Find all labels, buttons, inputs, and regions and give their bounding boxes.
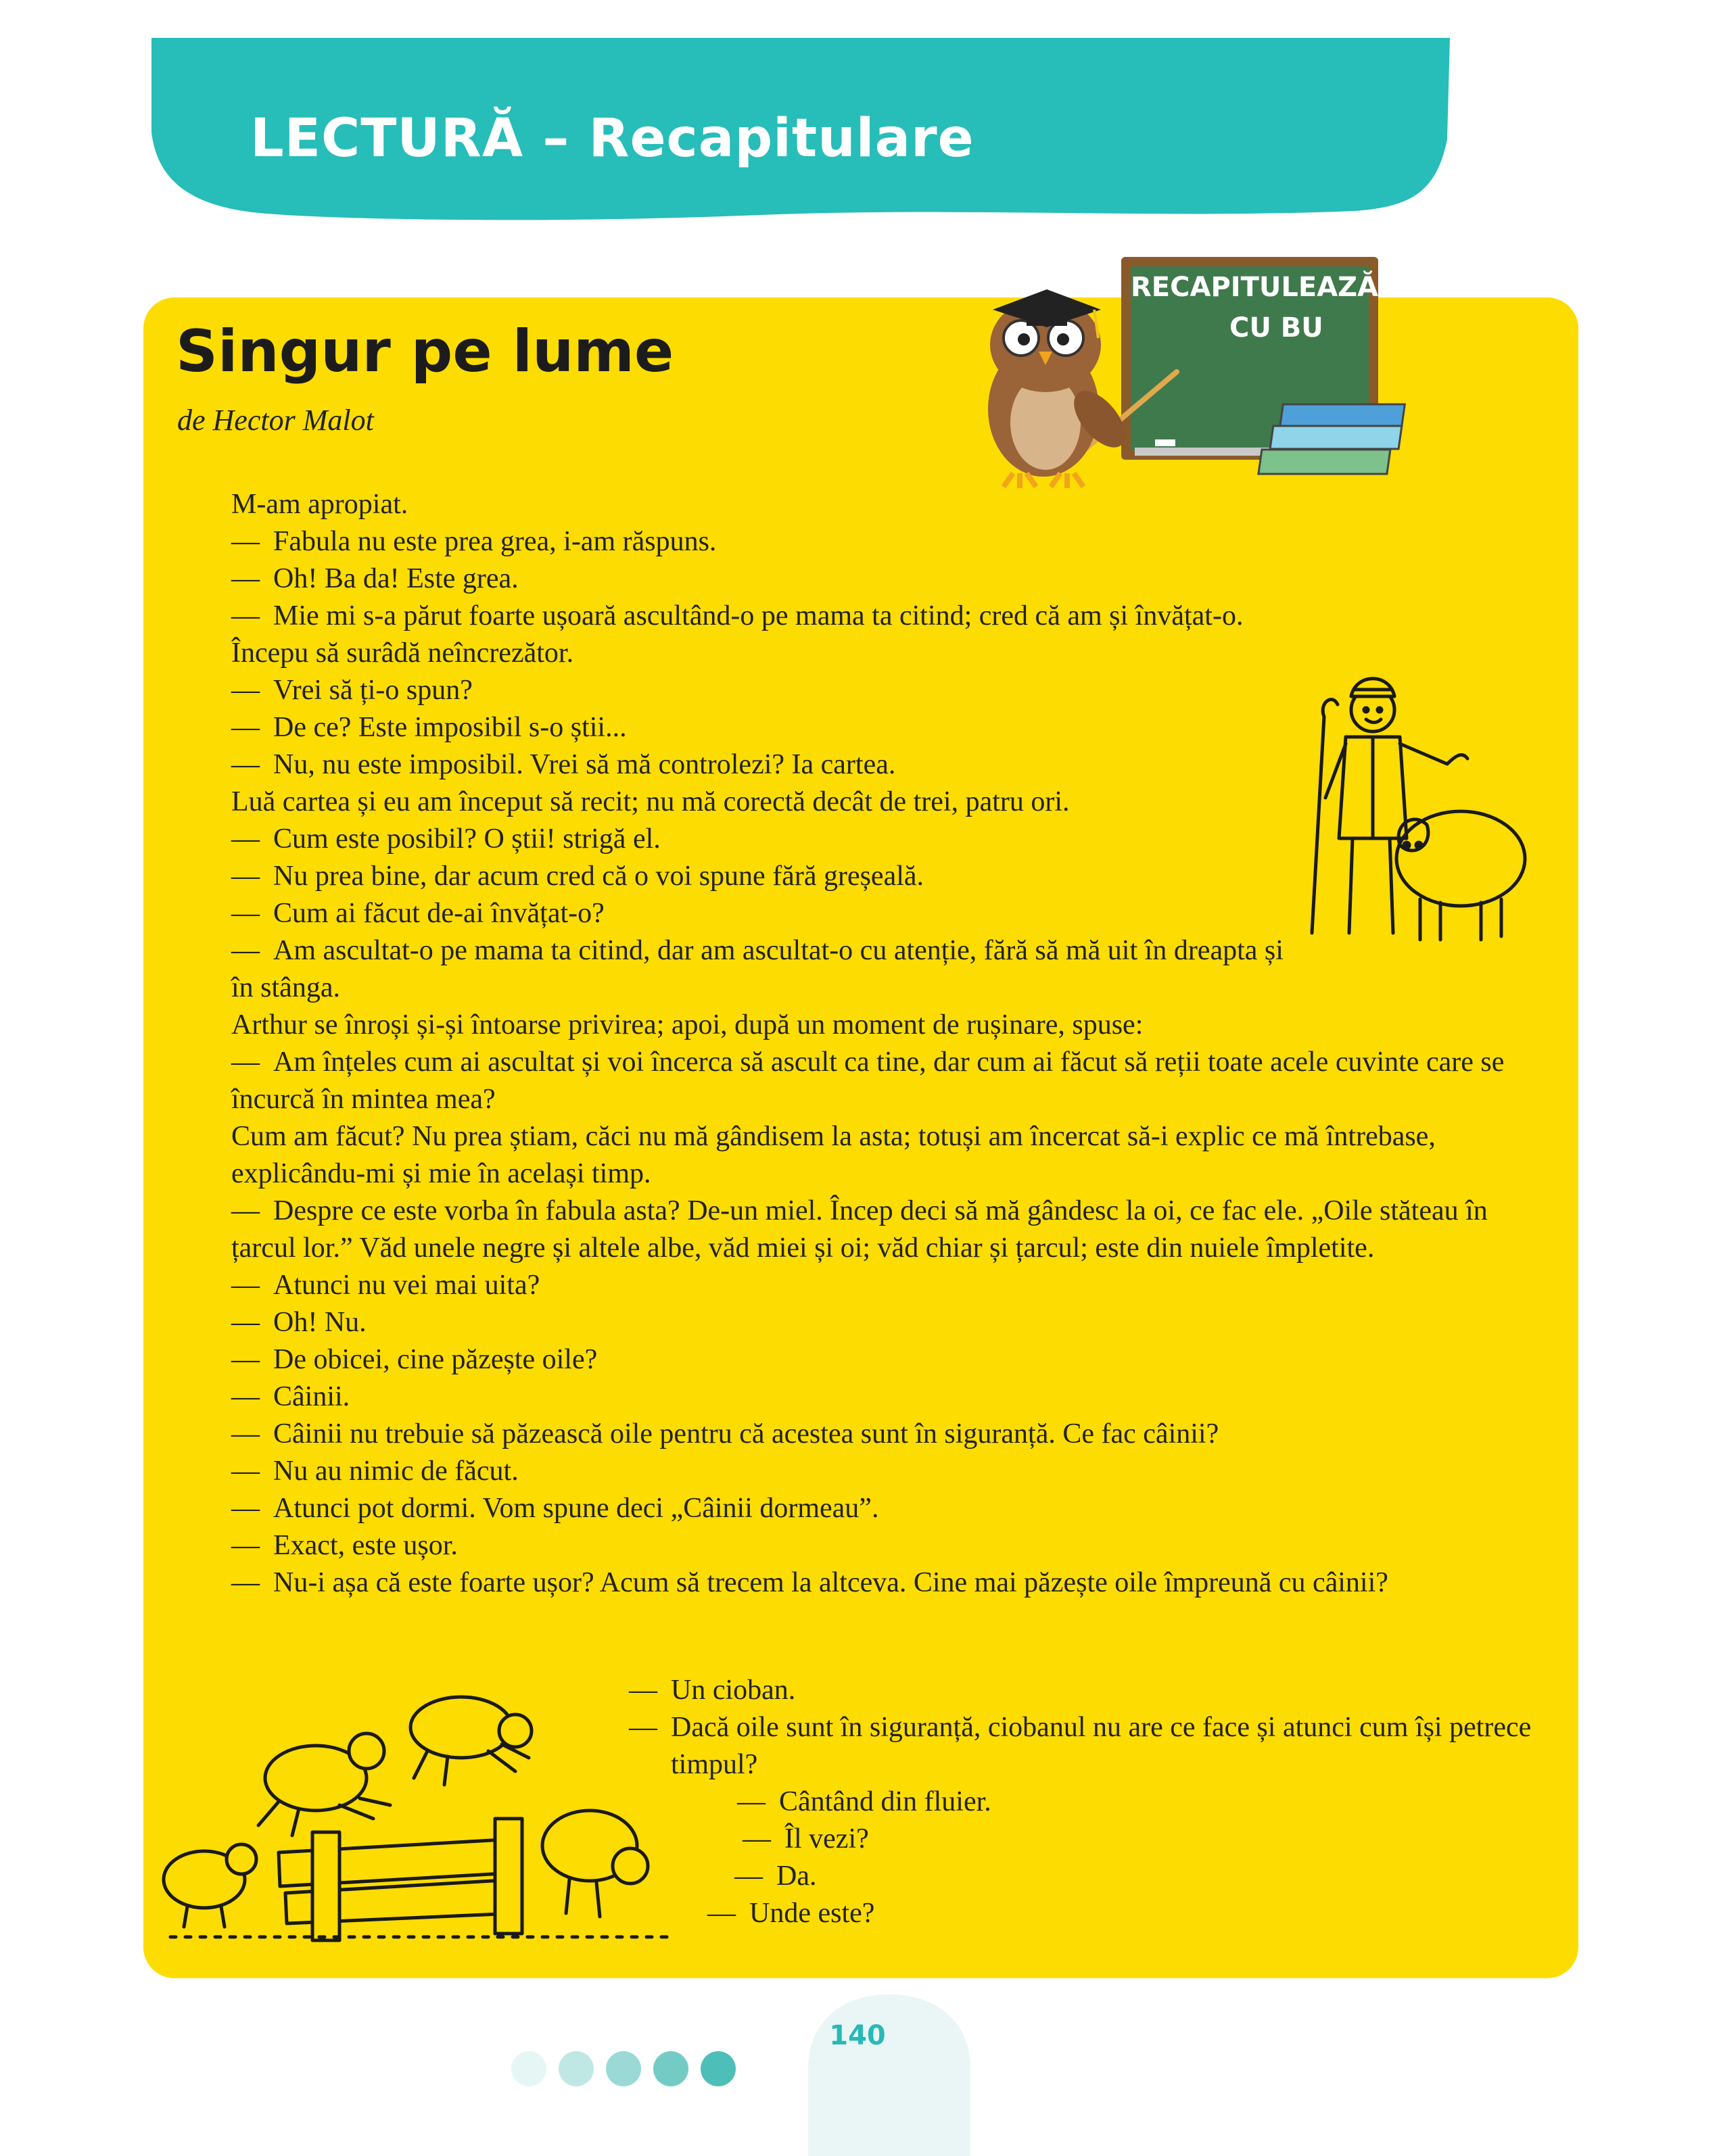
dialogue-line: — Oh! Nu. xyxy=(231,1307,367,1338)
dialogue-line: — Câinii. xyxy=(231,1381,350,1412)
paragraph: M-am apropiat. xyxy=(231,489,408,520)
dialogue-line: — Îl vezi? xyxy=(743,1823,869,1854)
sheep-icon xyxy=(410,1697,532,1785)
paragraph: Începu să surâdă neîncrezător. xyxy=(231,638,574,669)
sheep-fence-illustration xyxy=(157,1683,684,1947)
dialogue-line: — Mie mi s-a părut foarte ușoară ascultând-o pe mama ta citind; cred că am și învățat-o. xyxy=(231,600,1244,631)
dialogue-line: — Am ascultat-o pe mama ta citind, dar am ascultat-o cu atenție, fără să mă uit în dreapta și în stânga. xyxy=(231,935,1284,1003)
dialogue-line: — Exact, este ușor. xyxy=(231,1530,458,1561)
dialogue-line: — Nu, nu este imposibil. Vrei să mă controlezi? Ia cartea. xyxy=(231,749,896,780)
fence-icon xyxy=(279,1819,522,1940)
page-dots xyxy=(509,2049,752,2089)
dialogue-line: — De obicei, cine păzește oile? xyxy=(231,1344,598,1375)
story-body xyxy=(177,486,1557,1602)
dialogue-line: — Cântând din fluier. xyxy=(737,1786,991,1817)
dialogue-line: — Vrei să ți-o spun? xyxy=(231,675,473,706)
board-title-line2: CU BU xyxy=(1229,312,1323,343)
paragraph: Arthur se înroși și-și întoarse privirea; apoi, după un moment de rușinare, spuse: xyxy=(231,1009,1144,1040)
page-number: 140 xyxy=(829,2020,886,2051)
dialogue-line: — Atunci pot dormi. Vom spune deci „Câinii dormeau”. xyxy=(231,1493,879,1524)
board-title-line1: RECAPITULEAZĂ xyxy=(1131,272,1379,303)
dialogue-line: — Nu au nimic de făcut. xyxy=(231,1456,519,1487)
shepherd-icon xyxy=(1271,663,1542,960)
dialogue-line: — Fabula nu este prea grea, i-am răspuns. xyxy=(231,526,717,557)
dialogue-line: — Câinii nu trebuie să păzească oile pentru că acestea sunt în siguranță. Ce fac câinii? xyxy=(231,1418,1219,1450)
dialogue-line: — Dacă oile sunt în siguranță, ciobanul nu are ce face și atunci cum își petrece timpul? xyxy=(629,1712,1532,1780)
story-author: de Hector Malot xyxy=(177,404,374,437)
dialogue-line: — Despre ce este vorba în fabula asta? De-un miel. Încep deci să mă gândesc la oi, ce fac ele. „Oile stăteau în țarcul lor.” Văd unele negre și altele albe, văd miei și oi; văd chiar și țarcul; este din nuiele împletite. xyxy=(231,1195,1488,1264)
dialogue-line: — De ce? Este imposibil s-o știi... xyxy=(231,712,627,743)
sheep-icon xyxy=(258,1733,390,1836)
sheep-icon xyxy=(1396,811,1525,940)
footer-bump xyxy=(808,1994,970,2156)
sheep-icon xyxy=(164,1844,256,1927)
dialogue-line: — Nu-i așa că este foarte ușor? Acum să trecem la altceva. Cine mai păzește oile împreună cu câinii? xyxy=(231,1567,1388,1598)
dialogue-line: — Nu prea bine, dar acum cred că o voi spune fără greșeală. xyxy=(231,861,924,892)
dialogue-line: — Un cioban. xyxy=(629,1675,796,1706)
page-header-title: LECTURĂ – Recapitulare xyxy=(250,108,974,169)
dialogue-line: — Unde este? xyxy=(707,1898,875,1929)
dialogue-line: — Oh! Ba da! Este grea. xyxy=(231,563,519,594)
paragraph: Cum am făcut? Nu prea știam, căci nu mă gândisem la asta; totuși am încercat să-i explic ce mă întrebase, explicându-mi și mie în același timp. xyxy=(231,1121,1436,1189)
dialogue-line: — Atunci nu vei mai uita? xyxy=(231,1270,540,1301)
story-title: Singur pe lume xyxy=(176,318,674,385)
tail-dialogue xyxy=(629,1672,1576,1932)
dialogue-line: — Da. xyxy=(734,1861,817,1892)
dialogue-line: — Cum este posibil? O știi! strigă el. xyxy=(231,823,661,855)
paragraph: Luă cartea și eu am început să recit; nu mă corectă decât de trei, patru ori. xyxy=(231,786,1070,817)
dialogue-line: — Am înțeles cum ai ascultat și voi încerca să ascult ca tine, dar cum ai făcut să reții toate acele cuvinte care se încurcă în mintea mea? xyxy=(231,1047,1505,1115)
dialogue-line: — Cum ai făcut de-ai învățat-o? xyxy=(231,898,605,929)
